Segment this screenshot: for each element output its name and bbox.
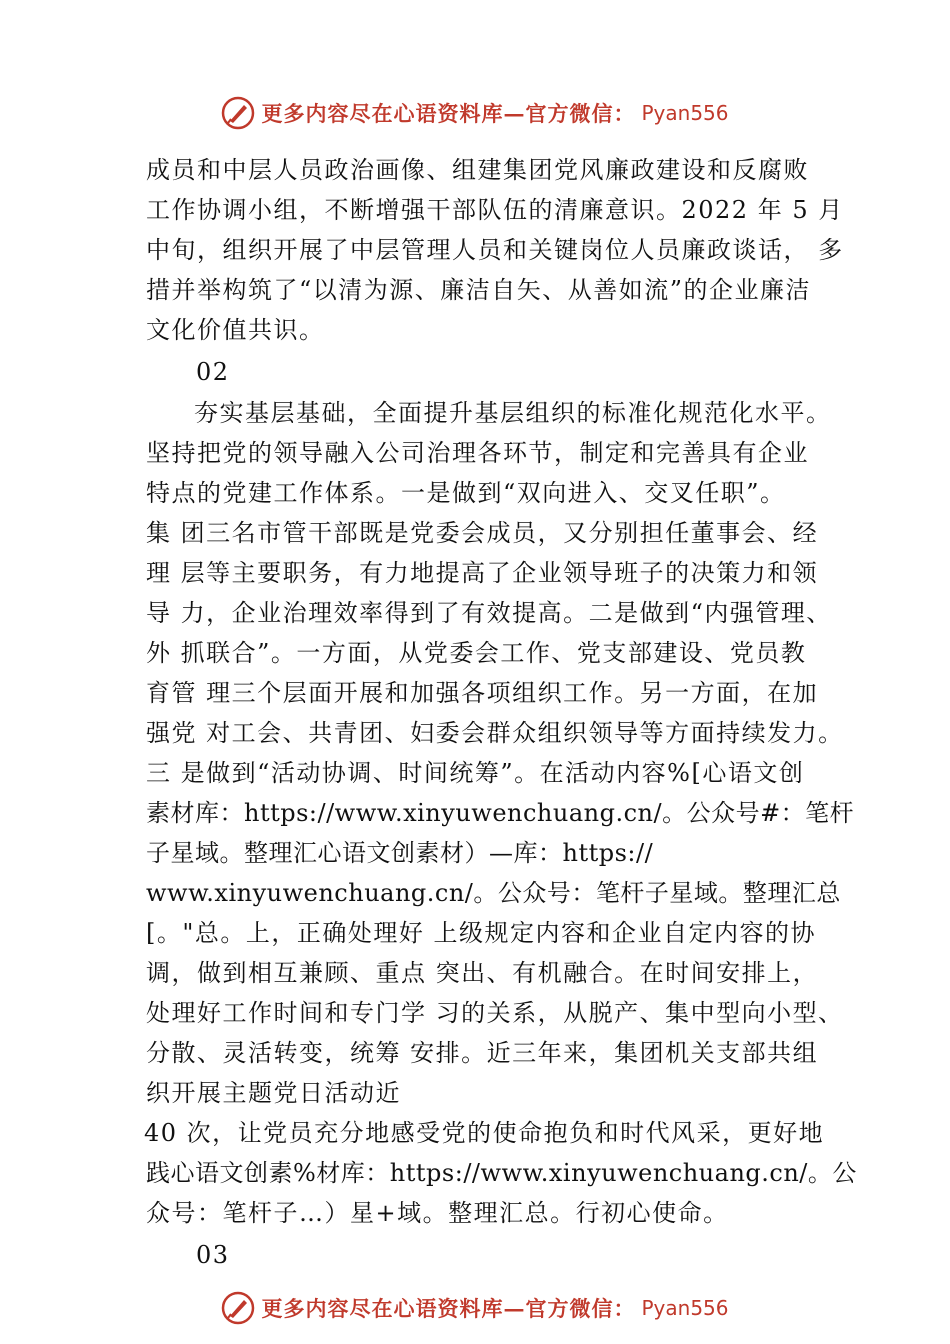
text-line: 分散、灵活转变，统筹 安排。近三年来，集团机关支部共组 <box>146 1039 819 1067</box>
text-line: 处理好工作时间和专门学 习的关系，从脱产、集中型向小型、 <box>146 999 844 1027</box>
footer-banner-text: 更多内容尽在心语资料库—官方微信： <box>261 1296 636 1321</box>
text-line: 文化价值共识。 <box>146 316 325 344</box>
header-banner <box>0 93 950 133</box>
text-line: 素材库：https://www.xinyuwenchuang.cn/。公众号#：笔杆 <box>146 799 855 827</box>
text-line: 成员和中层人员政治画像、组建集团党风廉政建设和反腐败 <box>146 156 809 184</box>
text-line: 措并举构筑了“以清为源、廉洁自矢、从善如流”的企业廉洁 <box>146 276 812 304</box>
text-line: 调，做到相互兼顾、重点 突出、有机融合。在时间安排上， <box>146 959 819 987</box>
text-line: 导 力，企业治理效率得到了有效提高。二是做到“内强管理、 <box>146 599 832 627</box>
text-line: 强党 对工会、共青团、妇委会群众组织领导等方面持续发力。 <box>146 719 844 747</box>
text-line: 特点的党建工作体系。一是做到“双向进入、交叉任职”。 <box>146 479 786 507</box>
text-line: 子星域。整理汇心语文创素材）—库：https:// <box>146 839 654 867</box>
section-number: 03 <box>196 1241 230 1269</box>
text-line: 三 是做到“活动协调、时间统筹”。在活动内容%[心语文创 <box>146 759 805 787</box>
text-line: 40 次，让党员充分地感受党的使命抱负和时代风采，更好地 <box>144 1119 825 1147</box>
quill-logo-icon <box>221 96 255 130</box>
text-line: 坚持把党的领导融入公司治理各环节，制定和完善具有企业 <box>146 439 809 467</box>
text-line: www.xinyuwenchuang.cn/。公众号：笔杆子星域。整理汇总 <box>146 879 841 907</box>
text-line: 工作协调小组，不断增强干部队伍的清廉意识。2022 年 5 月 <box>146 196 844 224</box>
text-line: 践心语文创素%材库：https://www.xinyuwenchuang.cn/。公 <box>146 1159 857 1187</box>
text-line: 集 团三名市管干部既是党委会成员，又分别担任董事会、经 <box>146 519 819 547</box>
text-line: 夯实基层基础，全面提升基层组织的标准化规范化水平。 <box>194 399 832 427</box>
text-line: [。"总。上，正确处理好 上级规定内容和企业自定内容的协 <box>146 919 817 947</box>
header-banner-text: 更多内容尽在心语资料库—官方微信： <box>261 101 636 126</box>
section-number: 02 <box>196 358 230 386</box>
text-line: 中旬，组织开展了中层管理人员和关键岗位人员廉政谈话， 多 <box>146 236 844 264</box>
footer-banner <box>0 1288 950 1328</box>
text-line: 育管 理三个层面开展和加强各项组织工作。另一方面，在加 <box>146 679 819 707</box>
quill-logo-icon <box>221 1291 255 1325</box>
text-line: 理 层等主要职务，有力地提高了企业领导班子的决策力和领 <box>146 559 819 587</box>
text-line: 外 抓联合”。一方面，从党委会工作、党支部建设、党员教 <box>146 639 807 667</box>
footer-banner-handle: Pyan556 <box>641 1296 729 1320</box>
text-line: 织开展主题党日活动近 <box>146 1079 401 1107</box>
header-banner-handle: Pyan556 <box>641 101 729 125</box>
text-line: 众号：笔杆子…）星+域。整理汇总。行初心使命。 <box>146 1199 729 1227</box>
